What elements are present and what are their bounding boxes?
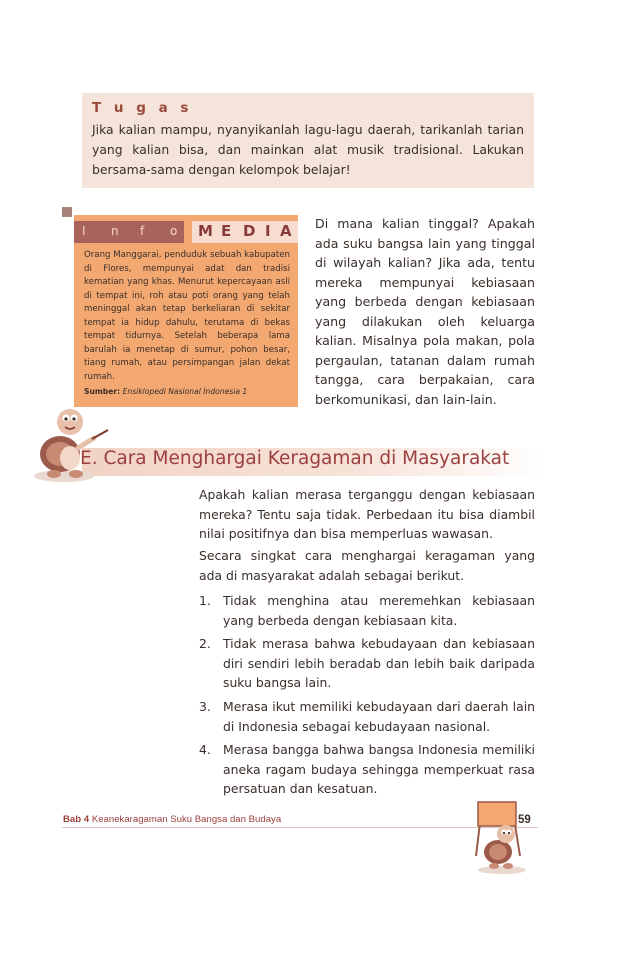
info-media-header xyxy=(74,221,298,243)
turtle-painter-icon xyxy=(472,800,532,874)
tugas-box xyxy=(82,93,534,188)
media-letter: E xyxy=(221,222,232,240)
info-letter: n xyxy=(111,224,119,238)
info-source-label: Sumber: xyxy=(84,387,121,396)
media-label xyxy=(192,221,298,243)
list-text: Merasa ikut memiliki kebudayaan dari daerah lain di Indonesia sebagai kebudayaan nasional. xyxy=(223,699,535,734)
list-number: 1. xyxy=(199,593,211,608)
footer-divider xyxy=(62,827,538,828)
list-item xyxy=(199,634,535,693)
list-item xyxy=(199,697,535,736)
info-letter: f xyxy=(140,224,145,238)
list-number: 3. xyxy=(199,699,211,714)
info-label xyxy=(74,221,184,243)
media-letter: A xyxy=(280,222,292,240)
info-corner-square xyxy=(62,207,72,217)
footer-title: Keanekaragaman Suku Bangsa dan Budaya xyxy=(91,814,282,825)
list-number: 4. xyxy=(199,742,211,757)
info-source xyxy=(84,387,247,396)
list-text: Tidak merasa bahwa kebudayaan dan kebiasaan diri sendiri lebih beradab dan lebih baik daripada suku bangsa lain. xyxy=(223,636,535,690)
tugas-title: T u g a s xyxy=(92,100,193,116)
turtle-teacher-icon xyxy=(30,398,110,484)
tugas-body: Jika kalian mampu, nyanyikanlah lagu-lagu daerah, tarikanlah tarian yang kalian bisa, dan mainkan alat musik tradisional. Lakukan bersama-sama dengan kelompok belajar! xyxy=(92,122,524,177)
paragraph-2: Secara singkat cara menghargai keragaman yang ada di masyarakat adalah sebagai berikut. xyxy=(199,548,535,583)
info-source-value: Ensiklopedi Nasional Indonesia 1 xyxy=(122,387,248,396)
list-item xyxy=(199,591,535,630)
list-item xyxy=(199,740,535,799)
list-number: 2. xyxy=(199,636,211,651)
info-letter: o xyxy=(170,224,178,238)
media-letter: I xyxy=(265,222,271,240)
info-media-box xyxy=(74,215,298,407)
page-number: 59 xyxy=(518,814,531,826)
list-text: Tidak menghina atau meremehkan kebiasaan yang berbeda dengan kebiasaan kita. xyxy=(223,593,535,628)
info-letter: I xyxy=(82,224,86,238)
footer-text xyxy=(63,814,281,825)
info-media-text: Orang Manggarai, penduduk sebuah kabupaten di Flores, mempunyai adat dan tradisi kematian yang khas. Menurut kepercayaan asli di tempat ini, roh atau poti orang yang telah meninggal akan tetap berkeliaran di sekitar tempat ia hidup dahulu, terutama di bekas tempat tidurnya. Setelah beberapa lama barulah ia menetap di sumur, pohon besar, tiang rumah, atau persimpangan jalan dekat rumah. xyxy=(84,250,290,382)
intro-paragraph: Di mana kalian tinggal? Apakah ada suku bangsa lain yang tinggal di wilayah kalian? Jika ada, tentu mereka mempunyai kebiasaan yang berbeda dengan kebiasaan yang dilakukan oleh keluarga kalian. Misalnya pola makan, pola pergaulan, tatanan dalam rumah tangga, cara berpakaian, cara berkomunikasi, dan lain-lain. xyxy=(315,216,535,407)
section-heading: E. Cara Menghargai Keragaman di Masyarakat xyxy=(80,448,510,469)
footer-chapter: Bab 4 xyxy=(63,814,90,825)
media-letter: M xyxy=(198,222,213,240)
list-text: Merasa bangga bahwa bangsa Indonesia memiliki aneka ragam budaya sehingga memperkuat rasa persatuan dan kesatuan. xyxy=(223,742,535,796)
media-letter: D xyxy=(243,222,256,240)
paragraph-1: Apakah kalian merasa terganggu dengan kebiasaan mereka? Tentu saja tidak. Perbedaan itu bisa diambil nilai positifnya dan bisa memperluas wawasan. xyxy=(199,487,535,541)
